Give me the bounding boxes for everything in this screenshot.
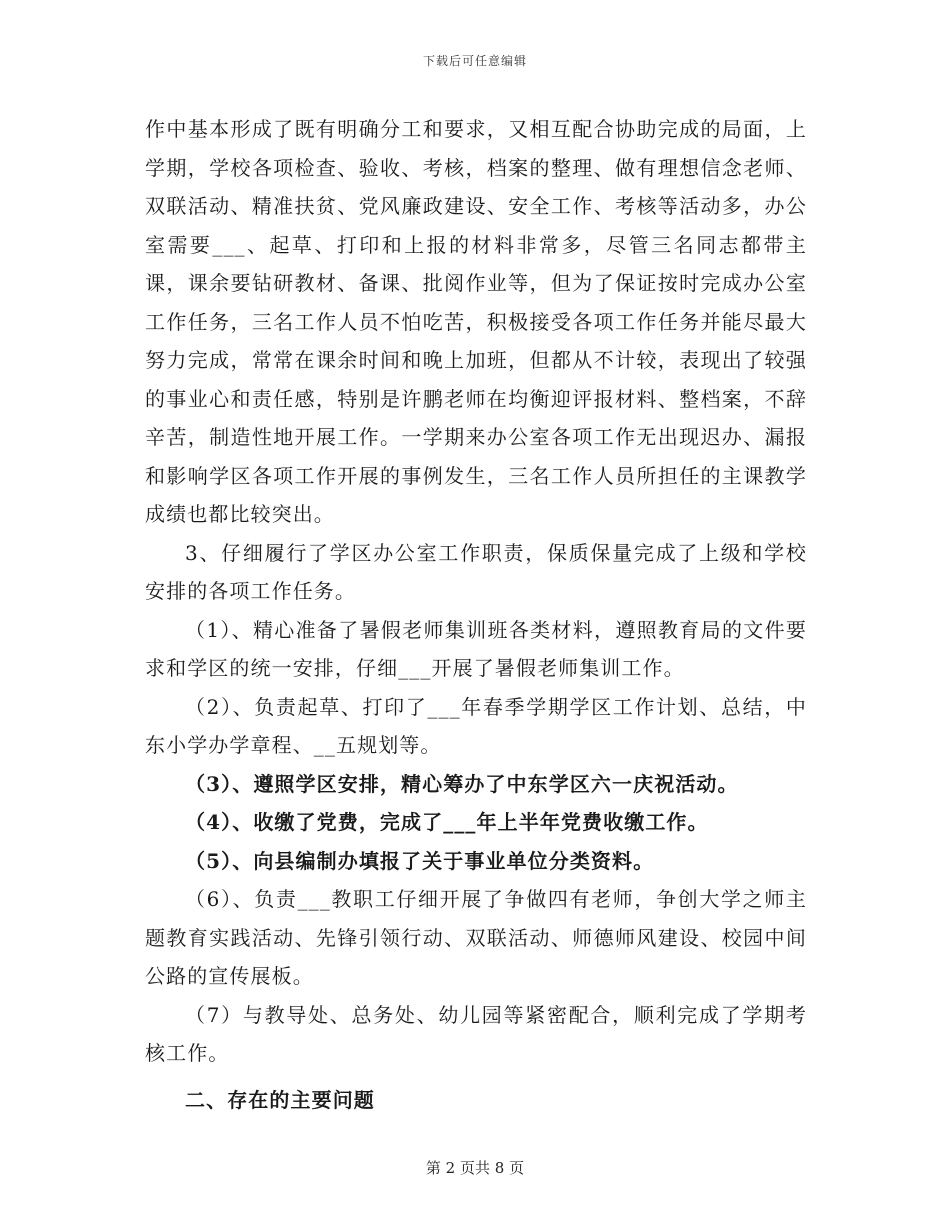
list-item-5: （5）、向县编制办填报了关于事业单位分类资料。: [185, 848, 655, 873]
page-header-note: 下载后可任意编辑: [422, 54, 527, 68]
paragraph-item-3: 3、仔细履行了学区办公室工作职责，保质保量完成了上级和学校安排的各项工作任务。: [145, 540, 807, 603]
page-number: 第 2 页共 8 页: [425, 1159, 525, 1177]
list-item-4: （4）、收缴了党费，完成了___年上半年党费收缴工作。: [185, 810, 709, 834]
list-item-6: （6）、负责___教职工仔细开展了争做四有老师，争创大学之师主题教育实践活动、先锋引领行动、双联活动、师德师风建设、校园中间公路的宣传展板。: [145, 887, 807, 988]
list-item-1: （1）、精心准备了暑假老师集训班各类材料，遵照教育局的文件要求和学区的统一安排，仔细___开展了暑假老师集训工作。: [145, 617, 807, 680]
document-body: [145, 110, 807, 1119]
paragraph-continuation: 作中基本形成了既有明确分工和要求，又相互配合协助完成的局面，上学期，学校各项检查、验收、考核，档案的整理、做有理想信念老师、双联活动、精准扶贫、党风廉政建设、安全工作、考核等活动多，办公室需要___、起草、打印和上报的材料非常多，尽管三名同志都带主课，课余要钻研教材、备课、批阅作业等，但为了保证按时完成办公室工作任务，三名工作人员不怕吃苦，积极接受各项工作任务并能尽最大努力完成，常常在课余时间和晚上加班，但都从不计较，表现出了较强的事业心和责任感，特别是许鹏老师在均衡迎评报材料、整档案，不辞辛苦，制造性地开展工作。一学期来办公室各项工作无出现迟办、漏报和影响学区各项工作开展的事例发生，三名工作人员所担任的主课教学成绩也都比较突出。: [145, 117, 807, 526]
list-item-2: （2）、负责起草、打印了___年春季学期学区工作计划、总结，中东小学办学章程、__五规划等。: [145, 694, 807, 757]
section-heading: 二、存在的主要问题: [185, 1087, 375, 1112]
list-item-7: （7）与教导处、总务处、幼儿园等紧密配合，顺利完成了学期考核工作。: [145, 1002, 807, 1065]
list-item-3: （3）、遵照学区安排，精心筹办了中东学区六一庆祝活动。: [185, 771, 739, 796]
